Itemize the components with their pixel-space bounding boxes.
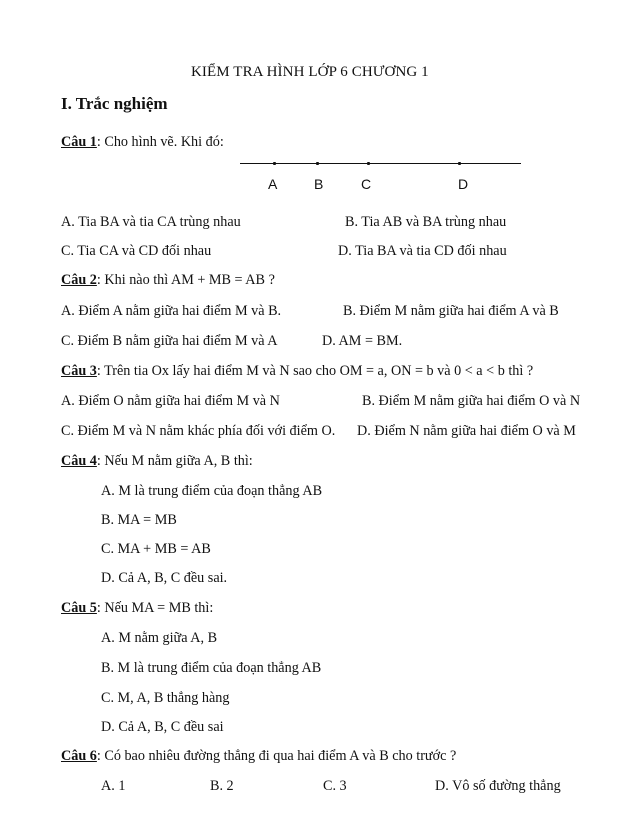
question-2 [61, 272, 275, 289]
question-3-text: : Trên tia Ox lấy hai điểm M và N sao cho OM = a, ON = b và 0 < a < b thì ? [96, 363, 534, 379]
point-d-label: D [458, 176, 469, 192]
question-5 [61, 600, 213, 617]
question-1-text: : Cho hình vẽ. Khi đó: [96, 134, 224, 150]
section-heading: I. Trắc nghiệm [61, 94, 168, 113]
question-5-text: : Nếu MA = MB thì: [96, 600, 214, 616]
question-1-option-b: B. Tia AB và BA trùng nhau [345, 214, 507, 230]
question-6-option-b: B. 2 [210, 778, 234, 794]
question-6-option-a: A. 1 [101, 778, 126, 794]
question-4-option-a: A. M là trung điểm của đoạn thẳng AB [101, 483, 323, 499]
question-1-label: Câu 1 [61, 134, 97, 150]
question-3-option-b: B. Điểm M nằm giữa hai điểm O và N [362, 393, 581, 409]
question-6-option-d: D. Vô số đường thẳng [435, 778, 561, 794]
point-b-label: B [314, 176, 324, 192]
question-1-option-c: C. Tia CA và CD đối nhau [61, 243, 212, 259]
question-4-text: : Nếu M nằm giữa A, B thì: [96, 453, 253, 469]
question-5-option-c: C. M, A, B thẳng hàng [101, 690, 230, 706]
question-2-option-c: C. Điểm B nằm giữa hai điểm M và A [61, 333, 278, 349]
question-2-option-b: B. Điểm M nằm giữa hai điểm A và B [343, 303, 559, 319]
point-a-label: A [268, 176, 278, 192]
question-4-option-c: C. MA + MB = AB [101, 541, 211, 557]
question-6-text: : Có bao nhiêu đường thẳng đi qua hai điểm A và B cho trước ? [96, 748, 457, 764]
question-5-option-d: D. Cả A, B, C đều sai [101, 719, 224, 735]
question-1 [61, 134, 224, 151]
question-4 [61, 453, 253, 470]
question-3-option-c: C. Điểm M và N nằm khác phía đối với điểm O. [61, 423, 336, 439]
page-title: KIỂM TRA HÌNH LỚP 6 CHƯƠNG 1 [191, 64, 429, 80]
question-2-label: Câu 2 [61, 272, 97, 288]
question-2-option-a: A. Điểm A nằm giữa hai điểm M và B. [61, 303, 282, 319]
question-5-option-a: A. M nằm giữa A, B [101, 630, 218, 646]
point-b-dot [316, 162, 319, 165]
question-4-option-d: D. Cả A, B, C đều sai. [101, 570, 228, 586]
question-5-label: Câu 5 [61, 600, 97, 616]
point-c-label: C [361, 176, 372, 192]
point-d-dot [458, 162, 461, 165]
question-1-option-d: D. Tia BA và tia CD đối nhau [338, 243, 507, 259]
question-6-option-c: C. 3 [323, 778, 347, 794]
question-3-option-a: A. Điểm O nằm giữa hai điểm M và N [61, 393, 280, 409]
question-4-option-b: B. MA = MB [101, 512, 177, 528]
question-2-text: : Khi nào thì AM + MB = AB ? [96, 272, 275, 288]
point-c-dot [367, 162, 370, 165]
question-3 [61, 363, 533, 380]
question-2-option-d: D. AM = BM. [322, 333, 403, 349]
question-3-option-d: D. Điểm N nằm giữa hai điểm O và M [357, 423, 576, 439]
question-5-option-b: B. M là trung điểm của đoạn thẳng AB [101, 660, 322, 676]
question-4-label: Câu 4 [61, 453, 97, 469]
question-3-label: Câu 3 [61, 363, 97, 379]
question-6-label: Câu 6 [61, 748, 97, 764]
question-6 [61, 748, 456, 765]
point-a-dot [273, 162, 276, 165]
line-segment [240, 163, 521, 164]
question-1-option-a: A. Tia BA và tia CA trùng nhau [61, 214, 241, 230]
